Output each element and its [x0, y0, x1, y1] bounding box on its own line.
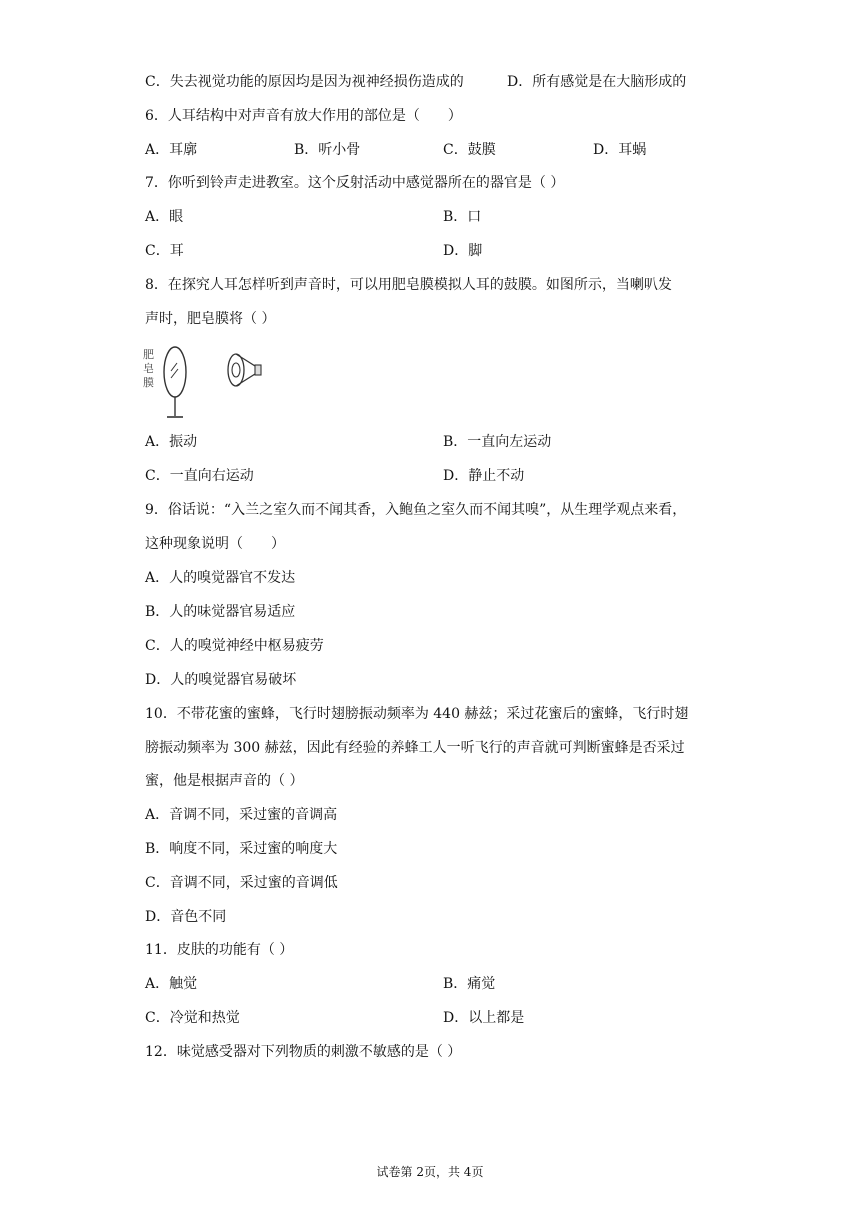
soap-film-label	[143, 348, 154, 389]
q11-option-b: B．痛觉	[443, 976, 496, 992]
q7-option-b: B．口	[443, 209, 482, 225]
q8-option-d: D．静止不动	[443, 468, 525, 484]
q8-stem-line1: 8．在探究人耳怎样听到声音时，可以用肥皂膜模拟人耳的鼓膜。如图所示，当喇叭发	[145, 277, 672, 293]
q6-option-b: B．听小骨	[294, 142, 361, 158]
q8-option-c: C．一直向右运动	[145, 468, 254, 484]
q9-option-c: C．人的嗅觉神经中枢易疲劳	[145, 638, 324, 654]
q11-option-c: C．冷觉和热觉	[145, 1010, 240, 1026]
q9-option-a: A．人的嗅觉器官不发达	[145, 570, 296, 586]
soap-film-frame	[164, 347, 186, 417]
q7-option-d: D．脚	[443, 243, 483, 259]
soap-film-label-char-2: 皂	[143, 362, 154, 375]
q10-stem-line3: 蜜，他是根据声音的（ ）	[145, 773, 304, 789]
soap-film-speaker-figure	[142, 344, 272, 422]
q5-option-d: D．所有感觉是在大脑形成的	[507, 74, 687, 90]
q9-option-b: B．人的味觉器官易适应	[145, 604, 296, 620]
q8-option-b: B．一直向左运动	[443, 434, 552, 450]
q12-stem: 12．味觉感受器对下列物质的刺激不敏感的是（ ）	[145, 1044, 462, 1060]
q11-stem: 11．皮肤的功能有（ ）	[145, 942, 294, 958]
q10-option-a: A．音调不同，采过蜜的音调高	[145, 807, 338, 823]
q8-stem-line2: 声时，肥皂膜将（ ）	[145, 311, 276, 327]
q9-option-d: D．人的嗅觉器官易破坏	[145, 672, 297, 688]
q10-stem-line2: 膀振动频率为 300 赫兹，因此有经验的养蜂工人一听飞行的声音就可判断蜜蜂是否采过	[145, 740, 685, 756]
q7-option-a: A．眼	[145, 209, 184, 225]
q6-stem: 6．人耳结构中对声音有放大作用的部位是（ ）	[145, 108, 462, 124]
q7-option-c: C．耳	[145, 243, 184, 259]
q8-option-a: A．振动	[145, 434, 198, 450]
q10-option-c: C．音调不同，采过蜜的音调低	[145, 875, 338, 891]
soap-film-label-char-1: 肥	[143, 348, 154, 361]
q10-option-d: D．音色不同	[145, 909, 227, 925]
q6-option-d: D．耳蜗	[593, 142, 647, 158]
q10-option-b: B．响度不同，采过蜜的响度大	[145, 841, 338, 857]
q9-stem-line2: 这种现象说明（ ）	[145, 536, 285, 552]
q11-option-a: A．触觉	[145, 976, 198, 992]
q6-option-a: A．耳廓	[145, 142, 198, 158]
q10-stem-line1: 10．不带花蜜的蜜蜂，飞行时翅膀振动频率为 440 赫兹；采过花蜜后的蜜蜂，飞行时翅	[145, 706, 689, 722]
q7-stem: 7．你听到铃声走进教室。这个反射活动中感觉器所在的器官是（ ）	[145, 175, 565, 191]
soap-film-label-char-3: 膜	[143, 376, 154, 389]
page-footer: 试卷第 2页，共 4页	[376, 1165, 484, 1179]
speaker-icon	[228, 354, 261, 386]
q6-option-c: C．鼓膜	[443, 142, 496, 158]
q9-stem-line1: 9．俗话说：“入兰之室久而不闻其香，入鲍鱼之室久而不闻其嗅”，从生理学观点来看，	[145, 502, 687, 518]
q11-option-d: D．以上都是	[443, 1010, 525, 1026]
q5-option-c: C．失去视觉功能的原因均是因为视神经损伤造成的	[145, 74, 464, 90]
